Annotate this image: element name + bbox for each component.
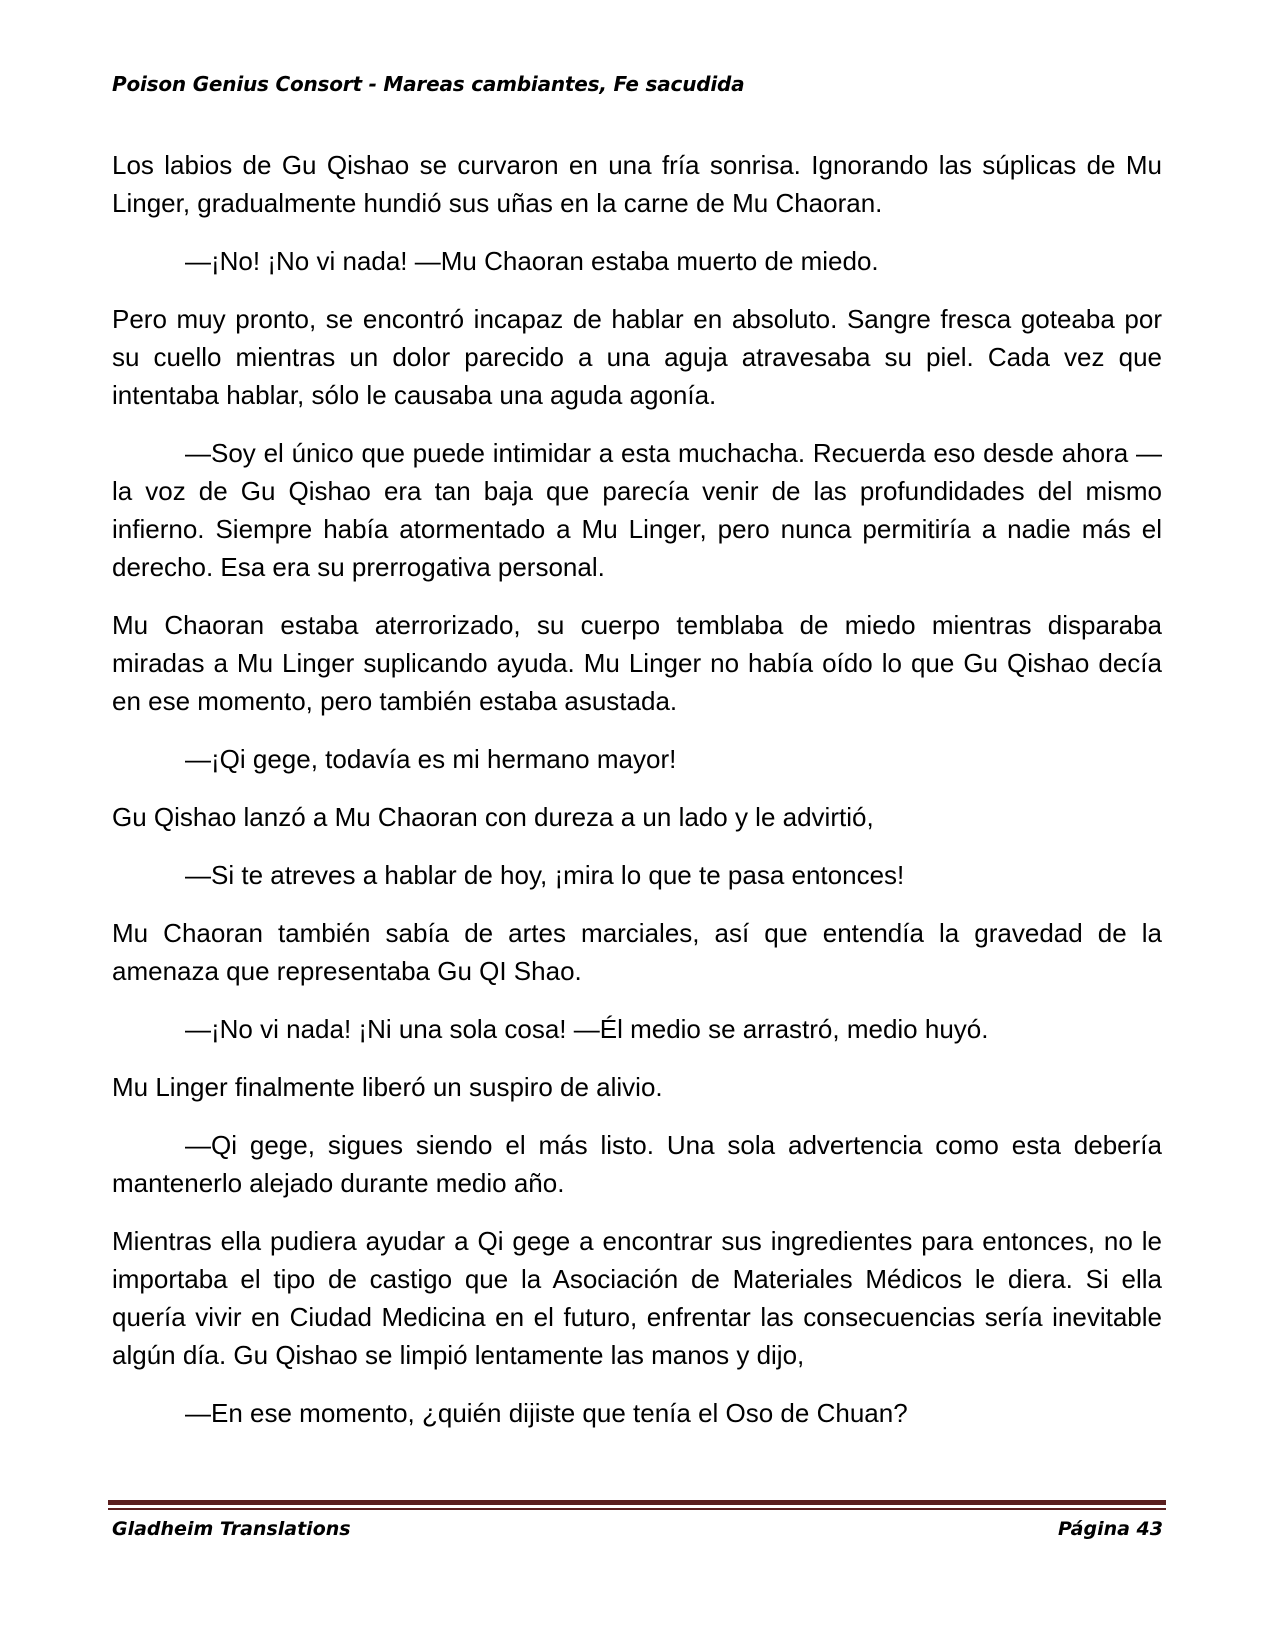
dialogue-paragraph: —Qi gege, sigues siendo el más listo. Una sola advertencia como esta debería mantenerlo alejado durante medio año. — [112, 1130, 1162, 1198]
paragraph: Mu Linger finalmente liberó un suspiro de alivio. — [112, 1072, 663, 1102]
paragraph: Mu Chaoran estaba aterrorizado, su cuerpo temblaba de miedo mientras disparaba miradas a Mu Linger suplicando ayuda. Mu Linger no había oído lo que Gu Qishao decía en ese momento, pero también estaba asustada. — [112, 610, 1162, 716]
dialogue-paragraph: —En ese momento, ¿quién dijiste que tenía el Oso de Chuan? — [185, 1398, 908, 1428]
dialogue-paragraph: —¡Qi gege, todavía es mi hermano mayor! — [185, 744, 677, 774]
footer-divider — [108, 1500, 1166, 1512]
footer-publisher: Gladheim Translations — [112, 1518, 351, 1540]
paragraph: Gu Qishao lanzó a Mu Chaoran con dureza a un lado y le advirtió, — [112, 802, 874, 832]
paragraph: Pero muy pronto, se encontró incapaz de hablar en absoluto. Sangre fresca goteaba por su cuello mientras un dolor parecido a una aguja atravesaba su piel. Cada vez que intentaba hablar, sólo le causaba una aguda agonía. — [112, 304, 1162, 410]
paragraph: Los labios de Gu Qishao se curvaron en una fría sonrisa. Ignorando las súplicas de Mu Linger, gradualmente hundió sus uñas en la carne de Mu Chaoran. — [112, 150, 1162, 218]
paragraph: Mientras ella pudiera ayudar a Qi gege a encontrar sus ingredientes para entonces, no le importaba el tipo de castigo que la Asociación de Materiales Médicos le diera. Si ella quería vivir en Ciudad Medicina en el futuro, enfrentar las consecuencias sería inevitable algún día. Gu Qishao se limpió lentamente las manos y dijo, — [112, 1226, 1162, 1370]
dialogue-paragraph: —¡No vi nada! ¡Ni una sola cosa! —Él medio se arrastró, medio huyó. — [185, 1014, 989, 1044]
body-text — [112, 146, 1162, 1452]
footer-divider-thick — [108, 1500, 1166, 1505]
footer-divider-thin — [108, 1508, 1166, 1510]
dialogue-paragraph: —Si te atreves a hablar de hoy, ¡mira lo que te pasa entonces! — [185, 860, 905, 890]
dialogue-paragraph: —Soy el único que puede intimidar a esta muchacha. Recuerda eso desde ahora —la voz de Gu Qishao era tan baja que parecía venir de las profundidades del mismo infierno. Siempre había atormentado a Mu Linger, pero nunca permitiría a nadie más el derecho. Esa era su prerrogativa personal. — [112, 438, 1162, 582]
paragraph: Mu Chaoran también sabía de artes marciales, así que entendía la gravedad de la amenaza que representaba Gu QI Shao. — [112, 918, 1162, 986]
footer-page-number: Página 43 — [1057, 1518, 1163, 1540]
dialogue-paragraph: —¡No! ¡No vi nada! —Mu Chaoran estaba muerto de miedo. — [185, 246, 879, 276]
page-header-title: Poison Genius Consort - Mareas cambiantes, Fe sacudida — [112, 72, 745, 96]
